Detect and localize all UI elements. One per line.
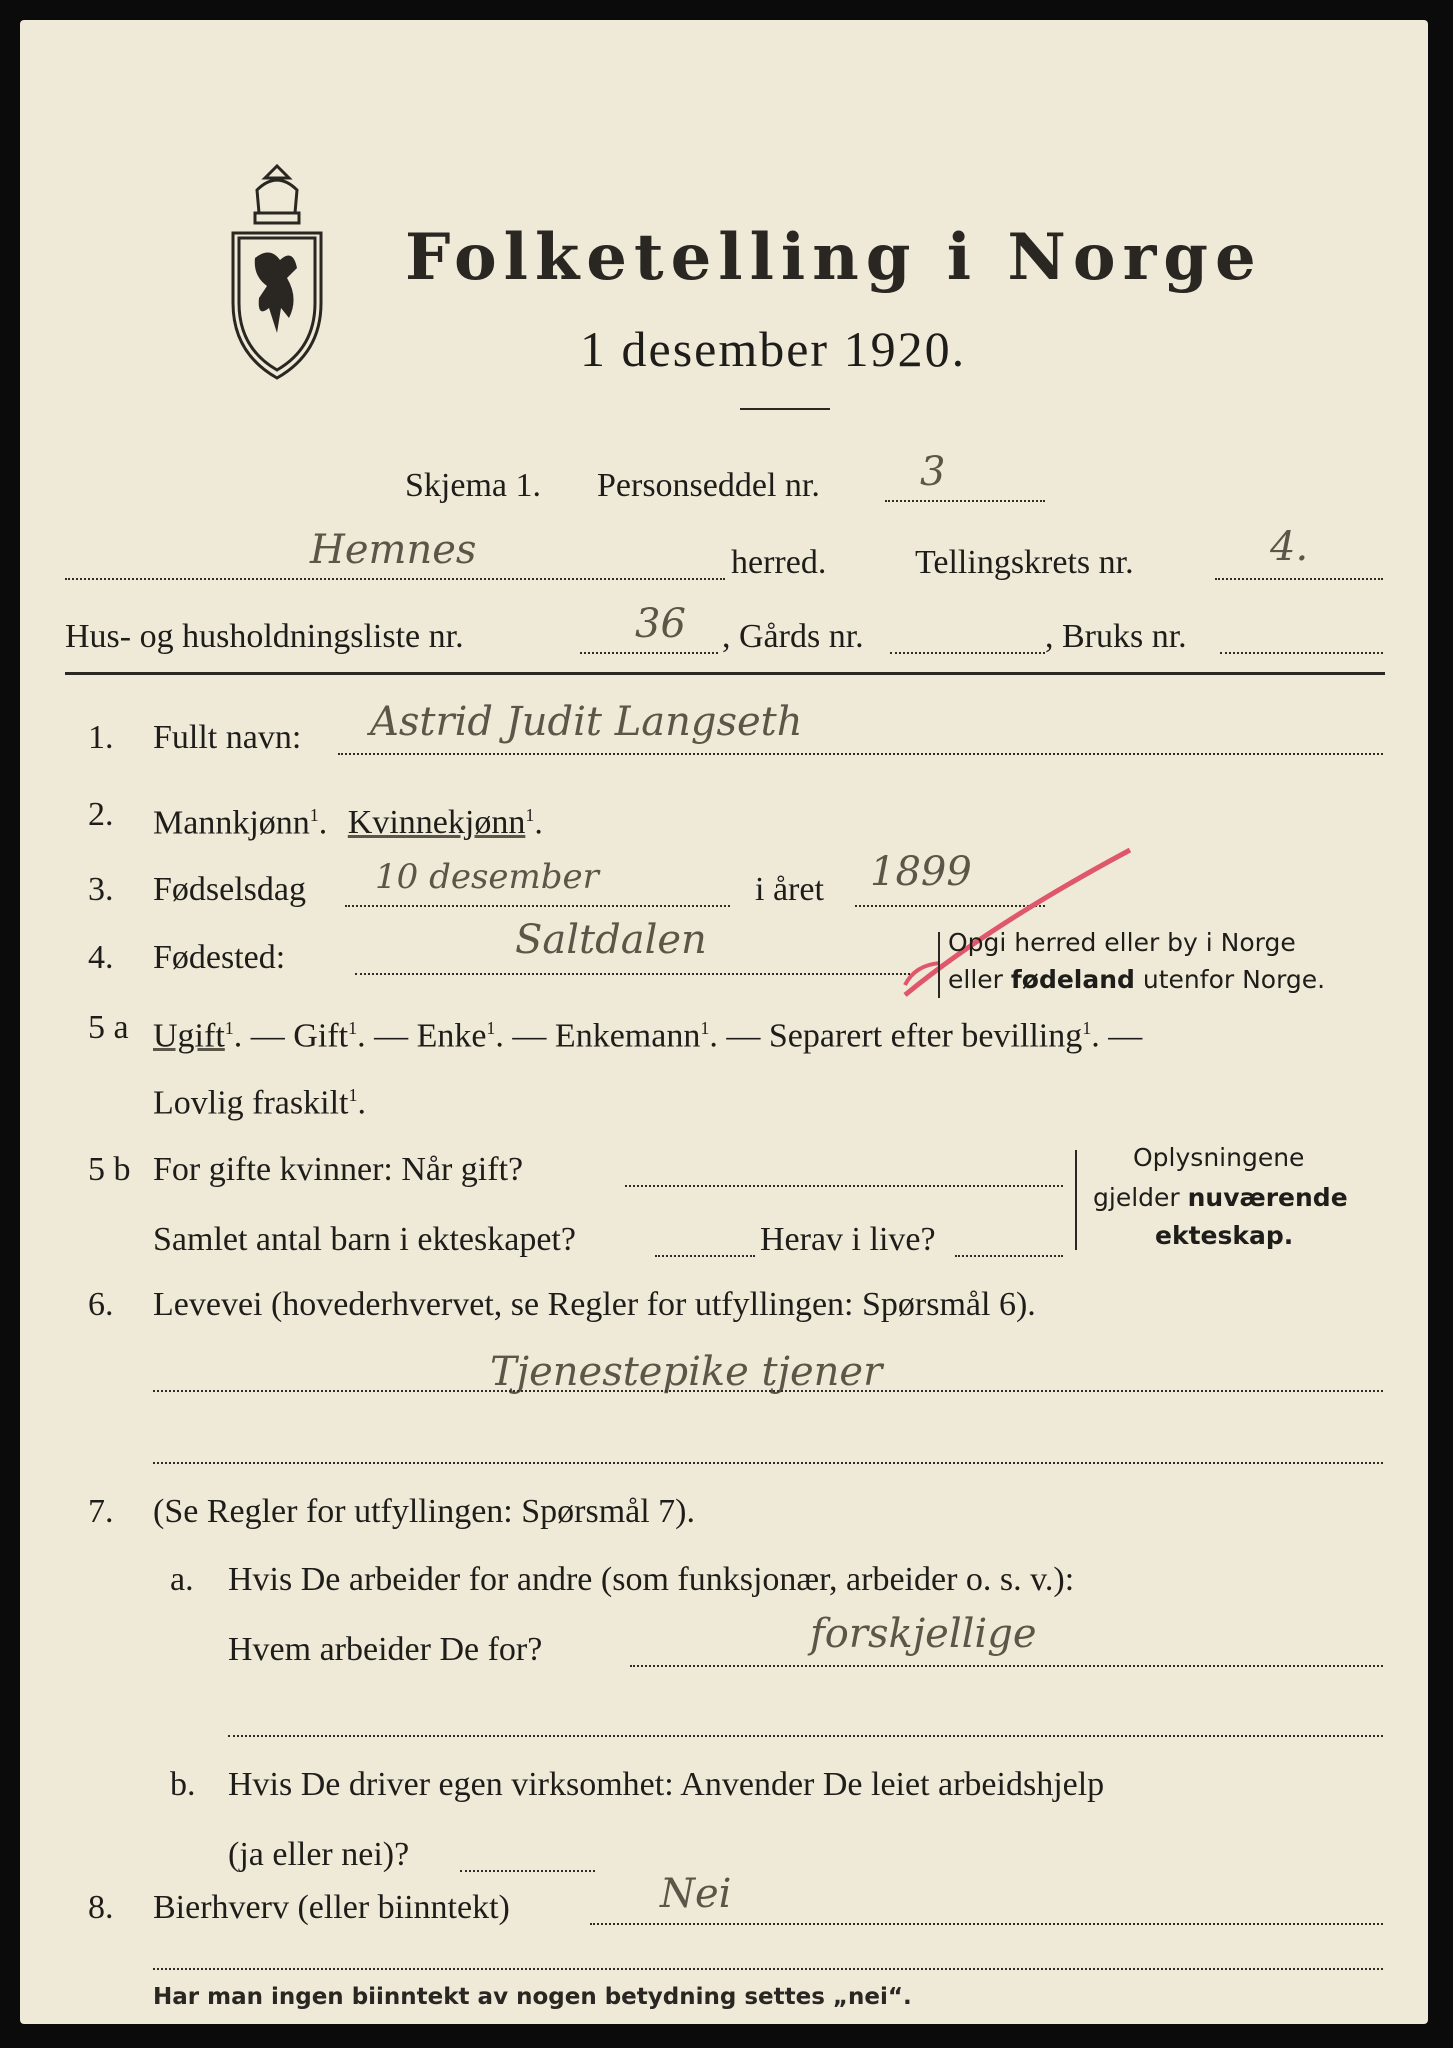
q2-kvinne: Kvinnekjønn [347, 804, 526, 842]
tellingskrets-line [1215, 578, 1383, 580]
q7a-value: forskjellige [810, 1611, 1037, 1657]
gards-label: , Gårds nr. [722, 618, 864, 655]
tellingskrets-label: Tellingskrets nr. [915, 544, 1134, 581]
q1-number: 1. [88, 719, 114, 756]
q5b-label1: For gifte kvinner: Når gift? [153, 1151, 524, 1188]
q2-options: Mannkjønn$^1$. Kvinnekjønn$^1$. [153, 804, 543, 842]
q7a-line-extra [228, 1735, 1383, 1737]
herred-value: Hemnes [310, 527, 477, 573]
census-form [20, 20, 1428, 2024]
personseddel-line [885, 500, 1045, 502]
q3-label: Fødselsdag [153, 871, 306, 908]
herred-line [65, 578, 725, 580]
q8-number: 8. [88, 1889, 114, 1926]
q5b-number: 5 b [88, 1151, 131, 1188]
q3-number: 3. [88, 871, 114, 908]
q7b-line2: (ja eller nei)? [228, 1836, 410, 1873]
q5b-note2: gjelder nuværende [1093, 1183, 1348, 1212]
husliste-line [580, 652, 718, 654]
q5a-enke: Enke [416, 1017, 487, 1055]
footnote: Har man ingen biinntekt av nogen betydning settes „nei“. [153, 1984, 912, 2010]
q5b-line1 [625, 1185, 1063, 1187]
herred-label: herred. [731, 544, 827, 581]
q2-mann: Mannkjønn [153, 804, 310, 842]
q5a-ugift: Ugift [153, 1017, 225, 1055]
q7b-letter: b. [170, 1766, 196, 1803]
q4-value: Saltdalen [515, 917, 707, 963]
q5b-brace [1075, 1150, 1077, 1250]
q5a-fraskilt: Lovlig fraskilt [153, 1084, 349, 1122]
q4-line [355, 973, 910, 975]
husliste-value: 36 [635, 601, 686, 647]
q5a-separert: Separert efter bevilling [768, 1017, 1083, 1055]
q7a-letter: a. [170, 1561, 194, 1598]
q7a-line2: Hvem arbeider De for? [228, 1631, 543, 1668]
q6-line2 [153, 1462, 1383, 1464]
q7b-answer-line [460, 1870, 595, 1872]
q4-label: Fødested: [153, 939, 286, 976]
q5b-note1: Oplysningene [1133, 1143, 1305, 1172]
bruks-label: , Bruks nr. [1045, 618, 1187, 655]
q5b-label3: Herav i live? [760, 1221, 936, 1258]
q5b-label2: Samlet antal barn i ekteskapet? [153, 1221, 576, 1258]
q6-value: Tjenestepike tjener [490, 1349, 883, 1395]
form-date: 1 desember 1920. [580, 321, 967, 377]
q8-line-extra [153, 1968, 1383, 1970]
q1-value: Astrid Judit Langseth [370, 699, 803, 745]
q6-line1 [153, 1390, 1383, 1392]
q7b-line1: Hvis De driver egen virksomhet: Anvender De leiet arbeidshjelp [228, 1766, 1105, 1803]
q8-line [590, 1923, 1383, 1925]
q4-number: 4. [88, 939, 114, 976]
q4-note-line1: Opgi herred eller by i Norge [948, 928, 1296, 957]
q6-number: 6. [88, 1286, 114, 1323]
gards-line [890, 652, 1045, 654]
q1-line [338, 753, 1383, 755]
norwegian-lion-crest-icon [225, 158, 330, 383]
q7-number: 7. [88, 1493, 114, 1530]
husliste-label: Hus- og husholdningsliste nr. [65, 618, 464, 655]
q6-label: Levevei (hovederhvervet, se Regler for utfyllingen: Spørsmål 6). [153, 1286, 1036, 1323]
personseddel-label: Personseddel nr. [597, 467, 820, 504]
q3-day-value: 10 desember [375, 857, 599, 897]
tellingskrets-value: 4. [1270, 524, 1309, 570]
bruks-line [1220, 652, 1383, 654]
q5b-line2 [655, 1255, 755, 1257]
q5b-line3 [955, 1255, 1063, 1257]
q5a-fraskilt-row: Lovlig fraskilt$^1$. [153, 1084, 366, 1122]
q4-brace [938, 932, 940, 998]
q7a-line1: Hvis De arbeider for andre (som funksjonær, arbeider o. s. v.): [228, 1561, 1075, 1598]
header-divider [65, 672, 1385, 675]
q4-note-line2: eller fødeland utenfor Norge. [948, 965, 1326, 994]
form-title: Folketelling i Norge [405, 220, 1263, 295]
q7-label: (Se Regler for utfyllingen: Spørsmål 7). [153, 1493, 696, 1530]
q7a-answer-line [630, 1665, 1383, 1667]
schema-label: Skjema 1. [405, 467, 541, 504]
q3-day-line [345, 905, 730, 907]
title-divider [740, 408, 830, 410]
q5a-enkemann: Enkemann [554, 1017, 701, 1055]
q5a-gift: Gift [293, 1017, 349, 1055]
personseddel-value: 3 [920, 449, 946, 495]
q8-value: Nei [660, 1871, 732, 1917]
q8-label: Bierhverv (eller biinntekt) [153, 1889, 510, 1926]
q1-label: Fullt navn: [153, 719, 302, 756]
q2-number: 2. [88, 796, 114, 833]
q5b-note3: ekteskap. [1155, 1221, 1294, 1250]
q3-year-label: i året [755, 871, 824, 908]
q5a-number: 5 a [88, 1009, 129, 1046]
q5a-options: Ugift$^1$. — Gift$^1$. — Enke$^1$. — Enkemann$^1$. — Separert efter bevilling$^1$. — [153, 1017, 1143, 1055]
q3-year-value: 1899 [870, 849, 972, 895]
